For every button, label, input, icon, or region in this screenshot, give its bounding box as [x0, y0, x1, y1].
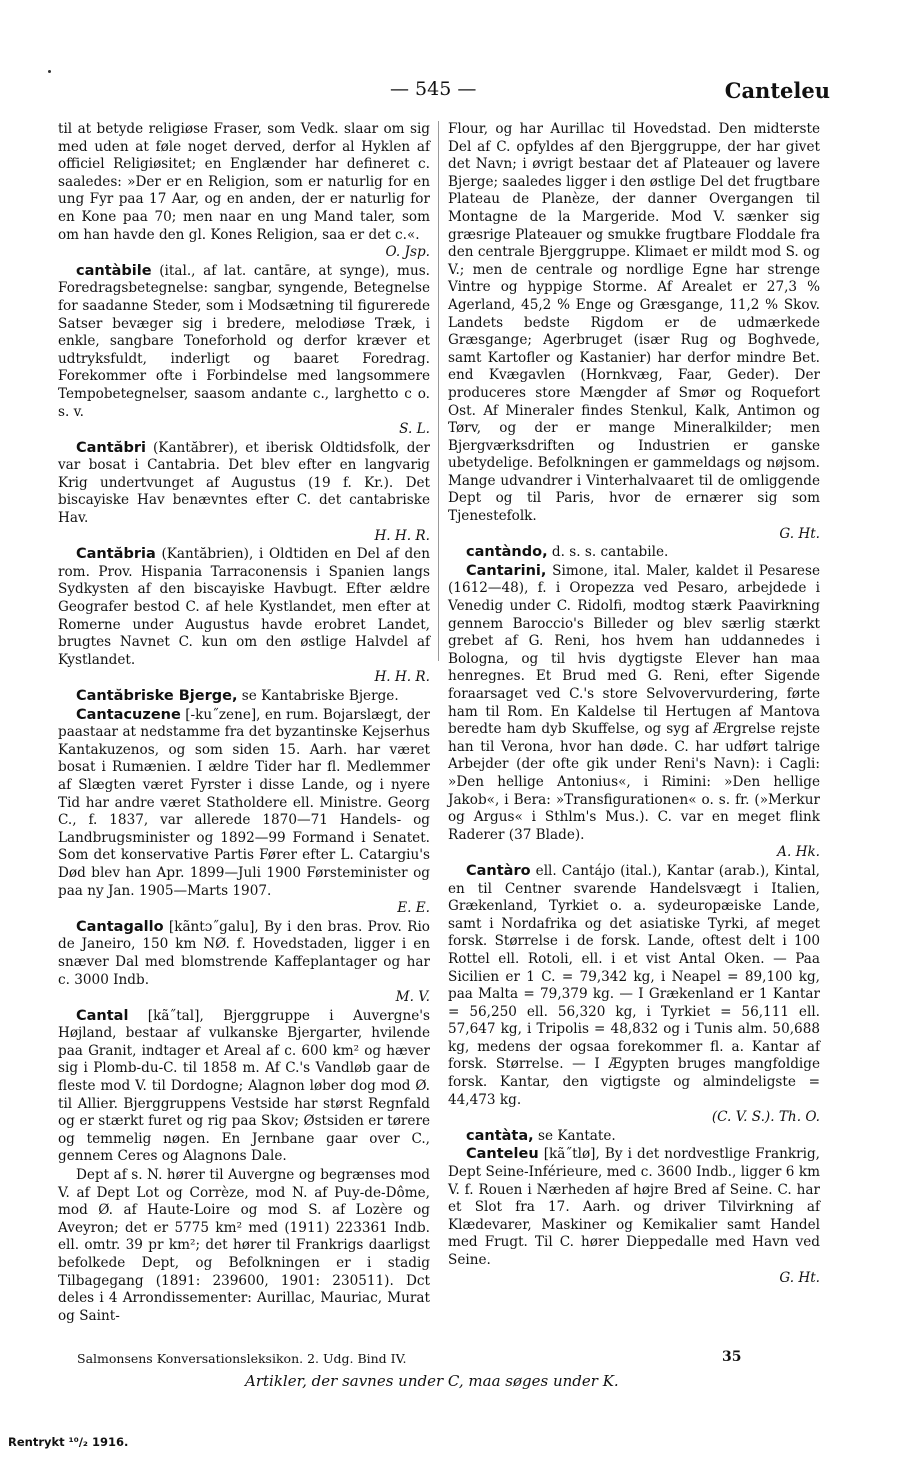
- entry-headword: Cantăbriske Bjerge,: [76, 688, 238, 704]
- entry-headword: cantàta,: [466, 1127, 534, 1144]
- entry-text: Simone, ital. Maler, kaldet il Pesarese (1612—48), f. i Oropezza ved Pesaro, arbejdede i Venedig under C. Ridolfi, modtog stærk Paavirkning gennem Baroccio's Billeder og blev særlig stærkt grebet af G. Reni, hos hvem han uddannedes i Bologna, og til hvis dygtigste Elever han maa henregnes. Et Brud med G. Reni, efter Sigende foraarsaget ved C.'s store Selvovervurdering, førte ham til Rom. En Kaldelse til Hertugen af Mantova beredte ham dyb Skuffelse, og syg af Ærgrelse rejste han til Verona, hvor han døde. C. har udført talrige Arbejder (der ofte gik under Reni's Navn): i Cagli: »Den hellige Antonius«, i Rimini: »Den hellige Jakob«, i Bera: »Transfigurationen« o. s. fr. (»Merkur og Argus« i Sthlm's Mus.). C. var en meget flink Raderer (37 Blade).: [448, 562, 821, 843]
- series-footer: Salmonsens Konversationsleksikon. 2. Udg. Bind IV.: [77, 1351, 407, 1366]
- entry-headword: Cantagallo: [76, 918, 164, 935]
- stray-mark: [48, 70, 51, 73]
- encyclopedia-entry: [448, 563, 820, 862]
- entry-text: [kã˝tal], Bjerggruppe i Auvergne's Højland, bestaar af vulkanske Bjergarter, hvilende paa Granit, indtager et Areal af c. 600 km² og hæver sig i Plomb-du-C. til 1858 m. Af C.'s Vandløb gaar de fleste mod V. til Dordogne; Alagnon løber dog mod Ø. til Allier. Bjerggruppens Vestside har størst Regnfald og er stærkt furet og rig paa Skov; Østsiden er tørere og temmelig nøgen. En Jernbane gaar over C., gennem Ceres og Alagnons Dale.: [58, 1007, 430, 1165]
- encyclopedia-entry: [58, 707, 430, 918]
- encyclopedia-entry: [448, 1146, 820, 1287]
- author-signature: S. L.: [399, 421, 430, 438]
- encyclopedia-entry: [58, 1167, 430, 1325]
- page-number: — 545 —: [390, 78, 477, 100]
- entry-text: (Kantăbrer), et iberisk Oldtidsfolk, der var bosat i Cantabria. Det blev efter en langvarig Krig undertvunget af Augustus (19 f. Kr.). Det biscayiske Hav benævntes efter C. det cantabriske Hav.: [58, 439, 430, 527]
- author-signature: H. H. R.: [374, 527, 430, 544]
- entry-headword: Cantăbria: [76, 546, 156, 563]
- encyclopedia-entry: [58, 546, 430, 687]
- entry-text: (Kantăbrien), i Oldtiden en Del af den rom. Prov. Hispania Tarraconensis i Spanien langs Sydkysten af den biscayiske Havbugt. Efter ældre Geografer bestod C. af hele Kystlandet, men efter at Romerne under Augustus havde erobret Landet, brugtes Navnet C. kun om den østlige Halvdel af Kystlandet.: [58, 546, 430, 668]
- author-signature: G. Ht.: [779, 525, 820, 542]
- encyclopedia-entry: [448, 1128, 820, 1146]
- encyclopedia-entry: [58, 1008, 430, 1166]
- author-signature: (C. V. S.). Th. O.: [711, 1109, 820, 1126]
- entry-headword: cantàbile: [76, 262, 152, 279]
- author-signature: G. Ht.: [779, 1269, 820, 1286]
- author-signature: O. Jsp.: [385, 244, 430, 261]
- encyclopedia-entry: [58, 440, 430, 546]
- sheet-number: 35: [722, 1349, 742, 1365]
- entry-text: til at betyde religiøse Fraser, som Vedk. slaar om sig med uden at føle noget derved, derfor al Hyklen af officiel Religiøsitet; en Englænder har defineret c. saaledes: »Der er en Religion, som er naturlig for en ung Fyr paa 17 Aar, og en anden, der er naturlig for en Kone paa 70; men naar en ung Mand taler, som om han havde den gl. Kones Religion, saa er det c.«.: [58, 121, 430, 243]
- author-signature: M. V.: [395, 989, 430, 1006]
- entry-headword: cantàndo,: [466, 544, 548, 561]
- left-column: [58, 121, 430, 1326]
- right-column: [448, 121, 820, 1288]
- entry-text: (ital., af lat. cantāre, at synge), mus. Foredragsbetegnelse: sangbar, syngende, Betegnelse for saadanne Steder, som i Modsætning til figurerede Satser bevæger sig i bredere, melodiøse Træk, i enkle, sangbare Toneforhold og derfor kræver et udtryksfuldt, inderligt og baaret Foredrag. Forekommer ofte i Forbindelse med langsommere Tempobetegnelser, saasom andante c., larghetto c o. s. v.: [58, 262, 431, 420]
- print-note: Rentrykt ¹⁰/₂ 1916.: [8, 1435, 129, 1449]
- entry-headword: Cantacuzene: [76, 706, 181, 723]
- encyclopedia-entry: [58, 263, 430, 439]
- page-header: [60, 78, 830, 108]
- entry-text: d. s. s. cantabile.: [551, 544, 669, 561]
- entry-text: Flour, og har Aurillac til Hovedstad. Den midterste Del af C. opfyldes af den Bjerggruppe, der har givet det Navn; i øvrigt bestaar det af Plateauer og lavere Bjerge; saaledes ligger i den østlige Del det frugtbare Plateau de Planèze, der danner Overgangen til Montagne de la Margeride. Mod V. sænker sig græsrige Plateauer og smukke frugtbare Floddale fra den centrale Bjerggruppe. Klimaet er mildt mod S. og V.; men de centrale og nordlige Egne har strenge Vintre og hyppige Storme. Af Arealet er 27,3 % Agerland, 45,2 % Enge og Græsgange, 11,2 % Skov. Landets bedste Rigdom er de udmærkede Græsgange; Agerbruget (især Rug og Boghvede, samt Kartofler og Kastanier) har derfor mindre Bet. end Kvægavlen (Hornkvæg, Faar, Geder). Der produceres store Mængder af Smør og Roquefort Ost. Af Mineraler findes Stenkul, Kalk, Antimon og Tørv, og der er mange Mineralkilder; men Bjergværksdriften og Industrien er ganske ubetydelige. Befolkningen er gammeldags og nøjsom. Mange udvandrer i Vinterhalvaaret til de omliggende Dept og til Paris, hvor de ernærer sig som Tjenestefolk.: [448, 121, 820, 525]
- entry-text: [-ku˝zene], en rum. Bojarslægt, der paastaar at nedstamme fra det byzantinske Kejserhus Kantakuzenos, og som siden 15. Aarh. har været bosat i Rumænien. I ældre Tider har fl. Medlemmer af Slægten været Fyrster i disse Lande, og i nyere Tid har andre været Statholdere ell. Ministre. Georg C., f. 1837, var allerede 1870—71 Handels- og Landbrugsminister og 1892—99 Formand i Senatet. Som det konservative Partis Fører efter L. Catargiu's Død blev han Apr. 1899—Juli 1900 Førsteminister og paa ny Jan. 1905—Marts 1907.: [58, 706, 430, 899]
- entry-headword: Cantàro: [466, 862, 531, 879]
- entry-text: se Kantabriske Bjerge.: [241, 688, 399, 704]
- encyclopedia-entry: [58, 121, 430, 262]
- cross-reference-notice: Artikler, der savnes under C, maa søges under K.: [245, 1372, 619, 1390]
- author-signature: E. E.: [397, 900, 430, 917]
- entry-headword: Cantarini,: [466, 562, 547, 579]
- entry-text: Dept af s. N. hører til Auvergne og begrænses mod V. af Dept Lot og Corrèze, mod N. af Puy-de-Dôme, mod Ø. af Haute-Loire og mod S. af Lozère og Aveyron; det er 5775 km² med (1911) 223361 Indb. ell. omtr. 39 pr km²; det hører til Frankrigs daarligst befolkede Dept, og Befolkningen er i stadig Tilbagegang (1891: 239600, 1901: 230511). Dct deles i 4 Arrondissementer: Aurillac, Mauriac, Murat og Saint-: [58, 1167, 430, 1324]
- encyclopedia-entry: [58, 688, 430, 706]
- author-signature: H. H. R.: [374, 669, 430, 686]
- encyclopedia-entry: [448, 544, 820, 562]
- encyclopedia-entry: [58, 919, 430, 1007]
- author-signature: A. Hk.: [777, 844, 820, 861]
- entry-headword: Cantăbri: [76, 439, 146, 456]
- entry-headword: Cantal: [76, 1007, 129, 1024]
- entry-text: ell. Cantájo (ital.), Kantar (arab.), Kintal, en til Centner svarende Handelsvægt i Italien, Grækenland, Tyrkiet o. a. sydeuropæiske Lande, samt i Nordafrika og det asiatiske Tyrki, af meget forsk. Størrelse i de forsk. Lande, oftest delt i 100 Rottel ell. Rotoli, ell. i et vist Antal Oken. — Paa Sicilien er 1 C. = 79,342 kg, i Neapel = 89,100 kg, paa Malta = 79,379 kg. — I Grækenland er 1 Kantar = 56,250 ell. 56,320 kg, i Tyrkiet = 56,111 ell. 57,647 kg, i Tripolis = 48,832 og i Tunis alm. 50,688 kg, medens der ogsaa forekommer fl. a. Kantar af forsk. Størrelse. — I Ægypten bruges mangfoldige forsk. Kantar, den vigtigste og almindeligste = 44,473 kg.: [448, 862, 821, 1108]
- entry-text: [kãntɔ˝galu], By i den bras. Prov. Rio de Janeiro, 150 km NØ. f. Hovedstaden, ligger i en snæver Dal med blomstrende Kaffeplantager og har c. 3000 Indb.: [58, 918, 430, 988]
- entry-text: se Kantate.: [537, 1127, 616, 1144]
- encyclopedia-entry: [448, 863, 820, 1127]
- entry-text: [kã˝tlø], By i det nordvestlige Frankrig, Dept Seine-Inférieure, med c. 3600 Indb., ligger 6 km V. f. Rouen i Nærheden af højre Bred af Seine. C. har et Slot fra 17. Aarh. og driver Tilvirkning af Klædevarer, Maskiner og Kemikalier samt Handel med Frugt. Til C. hører Dieppedalle med Havn ved Seine.: [448, 1146, 820, 1268]
- column-rule: [438, 121, 439, 661]
- encyclopedia-entry: [448, 121, 820, 543]
- entry-headword: Canteleu: [466, 1146, 539, 1163]
- running-head: Canteleu: [724, 78, 830, 103]
